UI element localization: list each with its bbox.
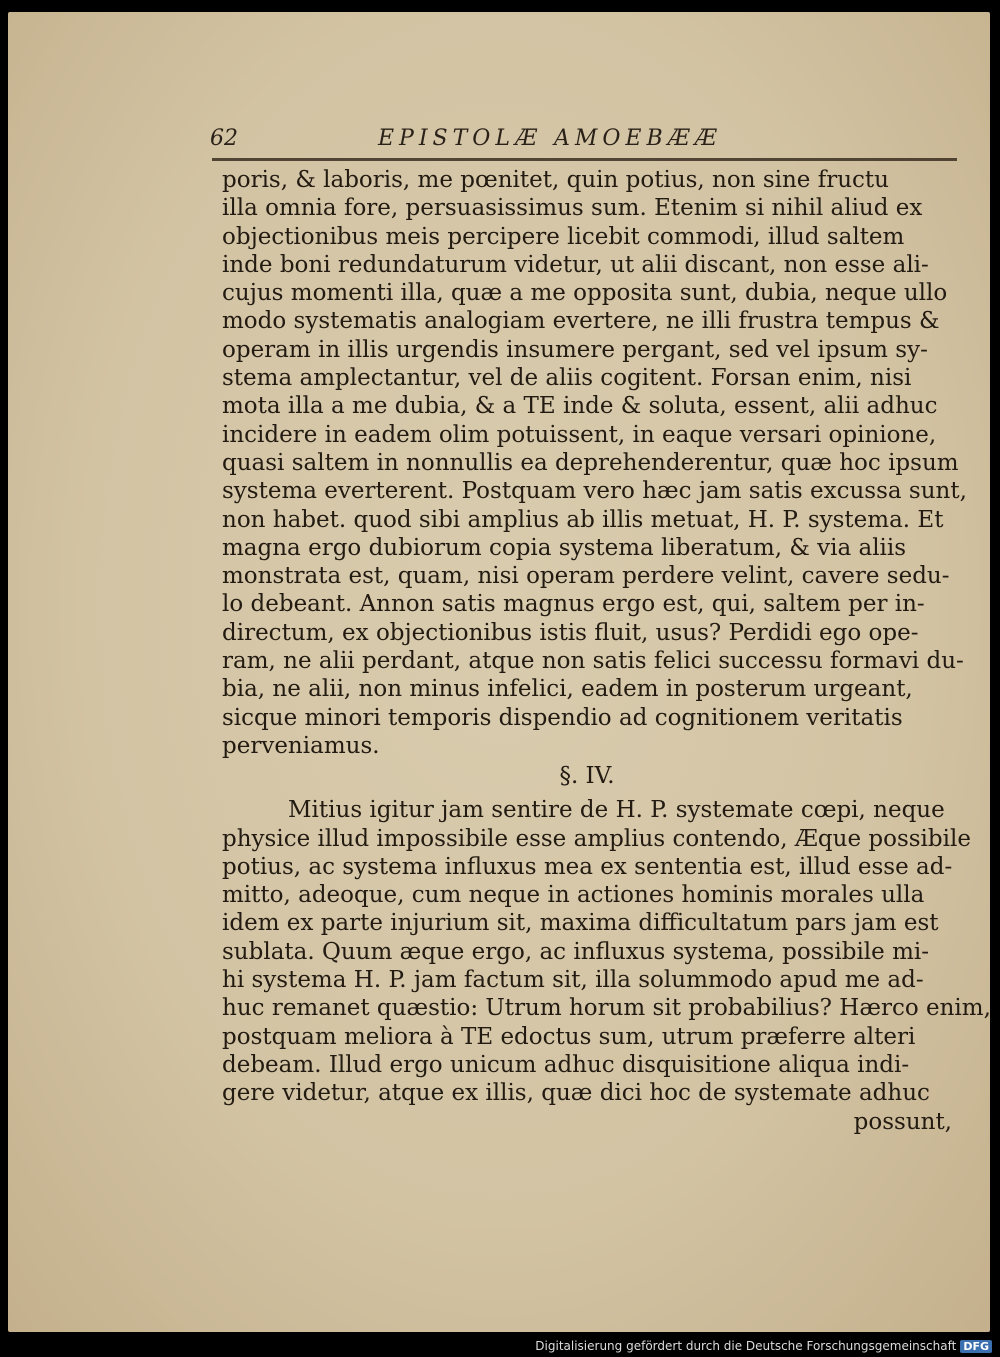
text-line: non habet. quod sibi amplius ab illis metuat, H. P. systema. Et [222,506,944,533]
text-line: magna ergo dubiorum copia systema liberatum, & via aliis [222,534,907,561]
text-line: inde boni redundaturum videtur, ut alii discant, non esse ali- [222,251,929,278]
text-line: monstrata est, quam, nisi operam perdere velint, cavere sedu- [222,563,950,590]
text-line: directum, ex objectionibus istis fluit, usus? Perdidi ego ope- [222,619,919,646]
text-line: operam in illis urgendis insumere pergant, sed vel ipsum sy- [222,336,928,363]
text-line: perveniamus. [222,732,380,759]
text-line: bia, ne alii, non minus infelici, eadem in posterum urgeant, [222,676,913,703]
text-line: debeam. Illud ergo unicum adhuc disquisitione aliqua indi- [222,1051,910,1078]
text-line: objectionibus meis percipere licebit commodi, illud saltem [222,223,905,250]
text-line: postquam meliora à TE edoctus sum, utrum præferre alteri [222,1023,916,1050]
text-line: Mitius igitur jam sentire de H. P. systemate cœpi, neque [288,797,945,824]
page-footer [535,1339,992,1353]
paragraph-1 [222,166,967,760]
text-line: huc remanet quæstio: Utrum horum sit probabilius? Hærco enim, [222,995,991,1022]
page-header [210,126,970,156]
text-line: quasi saltem in nonnullis ea deprehenderentur, quæ hoc ipsum [222,449,959,476]
text-line: systema everterent. Postquam vero hæc jam satis excussa sunt, [222,478,967,505]
text-line: cujus momenti illa, quæ a me opposita sunt, dubia, neque ullo [222,280,948,307]
text-line: gere videtur, atque ex illis, quæ dici hoc de systemate adhuc [222,1080,930,1107]
section-heading: §. IV. [559,763,615,790]
running-head: EPISTOLÆ AMOEBÆÆ [378,126,722,151]
header-rule [212,158,957,161]
text-body [222,166,991,1136]
paragraph-2 [222,796,991,1107]
catchword: possunt, [853,1108,952,1135]
text-line: lo debeant. Annon satis magnus ergo est, qui, saltem per in- [222,591,925,618]
text-line: illa omnia fore, persuasissimus sum. Etenim si nihil aliud ex [222,195,923,222]
text-line: sublata. Quum æque ergo, ac influxus systema, possibile mi- [222,938,930,965]
text-line: modo systematis analogiam evertere, ne illi frustra tempus & [222,308,940,335]
text-line: incidere in eadem olim potuissent, in eaque versari opinione, [222,421,937,448]
text-line: mota illa a me dubia, & a TE inde & soluta, essent, alii adhuc [222,393,938,420]
text-line: idem ex parte injurium sit, maxima difficultatum pars jam est [222,910,939,937]
text-line: mitto, adeoque, cum neque in actiones hominis morales ulla [222,882,925,909]
text-line: hi systema H. P. jam factum sit, illa solummodo apud me ad- [222,967,924,994]
text-line: ram, ne alii perdant, atque non satis felici successu formavi du- [222,648,964,675]
text-line: physice illud impossibile esse amplius contendo, Æque possibile [222,825,971,852]
text-line: stema amplectantur, vel de aliis cogitent. Forsan enim, nisi [222,365,912,392]
text-line: potius, ac systema influxus mea ex sententia est, illud esse ad- [222,853,953,880]
page-number: 62 [210,126,238,151]
footer-credit: Digitalisierung gefördert durch die Deutsche Forschungsgemeinschaft [535,1339,957,1353]
text-line: sicque minori temporis dispendio ad cognitionem veritatis [222,704,903,731]
text-line: poris, & laboris, me pœnitet, quin potius, non sine fructu [222,167,889,193]
dfg-logo: DFG [960,1340,992,1353]
